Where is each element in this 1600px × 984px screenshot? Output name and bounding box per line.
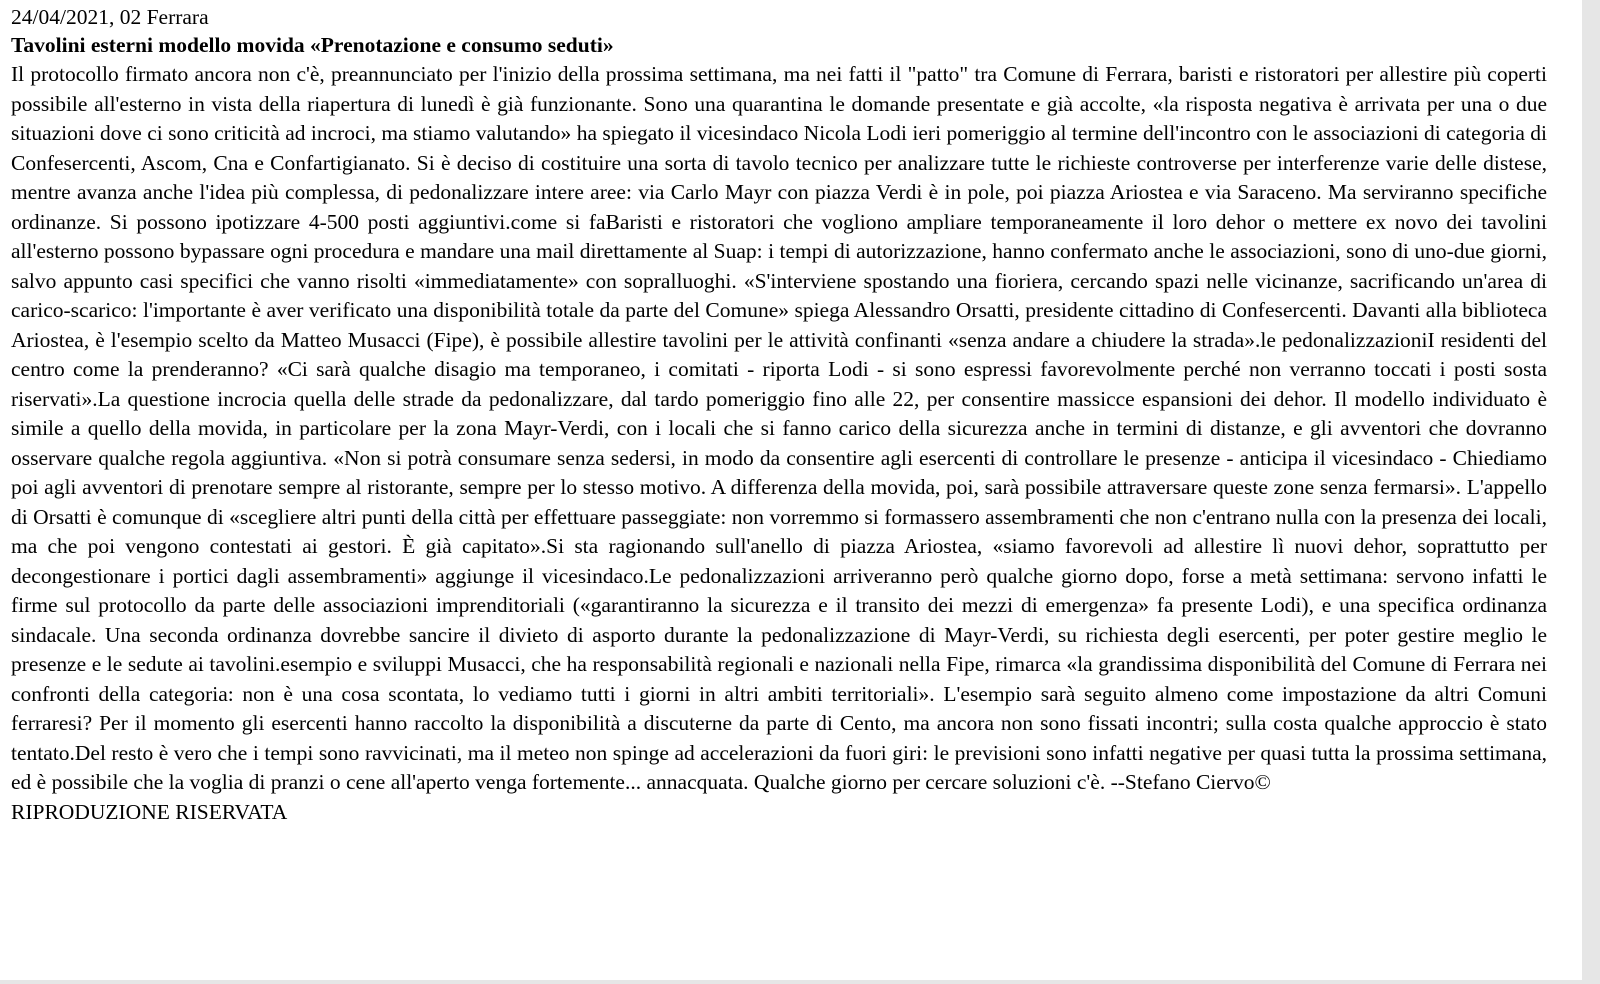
- window-edge-right: [1582, 0, 1600, 984]
- article-body: Il protocollo firmato ancora non c'è, preannunciato per l'inizio della prossima settimana, ma nei fatti il "patto" tra Comune di Ferrara, baristi e ristoratori per allestire più coperti possibile all'esterno in vista della riapertura di lunedì è già funzionante. Sono una quarantina le domande presentate e già accolte, «la risposta negativa è arrivata per una o due situazioni dove ci sono criticità ad incroci, ma stiamo valutando» ha spiegato il vicesindaco Nicola Lodi ieri pomeriggio al termine dell'incontro con le associazioni di categoria di Confesercenti, Ascom, Cna e Confartigianato. Si è deciso di costituire una sorta di tavolo tecnico per analizzare tutte le richieste controverse per interferenze varie delle distese, mentre avanza anche l'idea più complessa, di pedonalizzare intere aree: via Carlo Mayr con piazza Verdi è in pole, poi piazza Ariostea e via Saraceno. Ma serviranno specifiche ordinanze. Si possono ipotizzare 4-500 posti aggiuntivi.come si faBaristi e ristoratori che vogliono ampliare temporaneamente il loro dehor o mettere ex novo dei tavolini all'esterno possono bypassare ogni procedura e mandare una mail direttamente al Suap: i tempi di autorizzazione, hanno confermato anche le associazioni, sono di uno-due giorni, salvo appunto casi specifici che vanno risolti «immediatamente» con sopralluoghi. «S'interviene spostando una fioriera, cercando spazi nelle vicinanze, sacrificando un'area di carico-scarico: l'importante è aver verificato una disponibilità totale da parte del Comune» spiega Alessandro Orsatti, presidente cittadino di Confesercenti. Davanti alla biblioteca Ariostea, è l'esempio scelto da Matteo Musacci (Fipe), è possibile allestire tavolini per le attività confinanti «senza andare a chiudere la strada».le pedonalizzazioniI residenti del centro come la prenderanno? «Ci sarà qualche disagio ma temporaneo, i comitati - riporta Lodi - si sono espressi favorevolmente perché non verranno toccati i posti sosta riservati».La questione incrocia quella delle strade da pedonalizzare, dal tardo pomeriggio fino alle 22, per consentire massicce espansioni dei dehor. Il modello individuato è simile a quello della movida, in particolare per la zona Mayr-Verdi, con i locali che si fanno carico della sicurezza anche in termini di distanze, e gli avventori che dovranno osservare qualche regola aggiuntiva. «Non si potrà consumare senza sedersi, in modo da consentire agli esercenti di controllare le presenze - anticipa il vicesindaco - Chiediamo poi agli avventori di prenotare sempre al ristorante, sempre per lo stesso motivo. A differenza della movida, poi, sarà possibile attraversare queste zone senza fermarsi». L'appello di Orsatti è comunque di «scegliere altri punti della città per effettuare passeggiate: non vorremmo si formassero assembramenti che non c'entrano nulla con la presenza dei locali, ma che poi vengono contestati ai gestori. È già capitato».Si sta ragionando sull'anello di piazza Ariostea, «siamo favorevoli ad allestire lì nuovi dehor, soprattutto per decongestionare i portici dagli assembramenti» aggiunge il vicesindaco.Le pedonalizzazioni arriveranno però qualche giorno dopo, forse a metà settimana: servono infatti le firme sul protocollo da parte delle associazioni imprenditoriali («garantiranno la sicurezza e il transito dei mezzi di emergenza» fa presente Lodi), e una specifica ordinanza sindacale. Una seconda ordinanza dovrebbe sancire il divieto di asporto durante la pedonalizzazione di Mayr-Verdi, su richiesta degli esercenti, per poter gestire meglio le presenze e le sedute ai tavolini.esempio e sviluppi Musacci, che ha responsabilità regionali e nazionali nella Fipe, rimarca «la grandissima disponibilità del Comune di Ferrara nei confronti della categoria: non è una cosa scontata, lo vediamo tutti i giorni in altri ambiti territoriali». L'esempio sarà seguito almeno come impostazione da altri Comuni ferraresi? Per il momento gli esercenti hanno raccolto la disponibilità a discuterne da parte di Cento, ma ancora non sono fissati incontri; sulla costa qualche approccio è stato tentato.Del resto è vero che i tempi sono ravvicinati, ma il meteo non spinge ad accelerazioni da fuori giri: le previsioni sono infatti negative per quasi tutta la prossima settimana, ed è possibile che la voglia di pranzi o cene all'aperto venga fortemente... annacquata. Qualche giorno per cercare soluzioni c'è. --Stefano Ciervo©: [11, 62, 1547, 794]
- article-dateline: 24/04/2021, 02 Ferrara: [11, 5, 209, 29]
- article-footer: RIPRODUZIONE RISERVATA: [11, 799, 288, 824]
- article-headline: Tavolini esterni modello movida «Prenotazione e consumo seduti»: [11, 33, 614, 57]
- window-edge-bottom: [0, 980, 1600, 984]
- article: [11, 4, 1547, 827]
